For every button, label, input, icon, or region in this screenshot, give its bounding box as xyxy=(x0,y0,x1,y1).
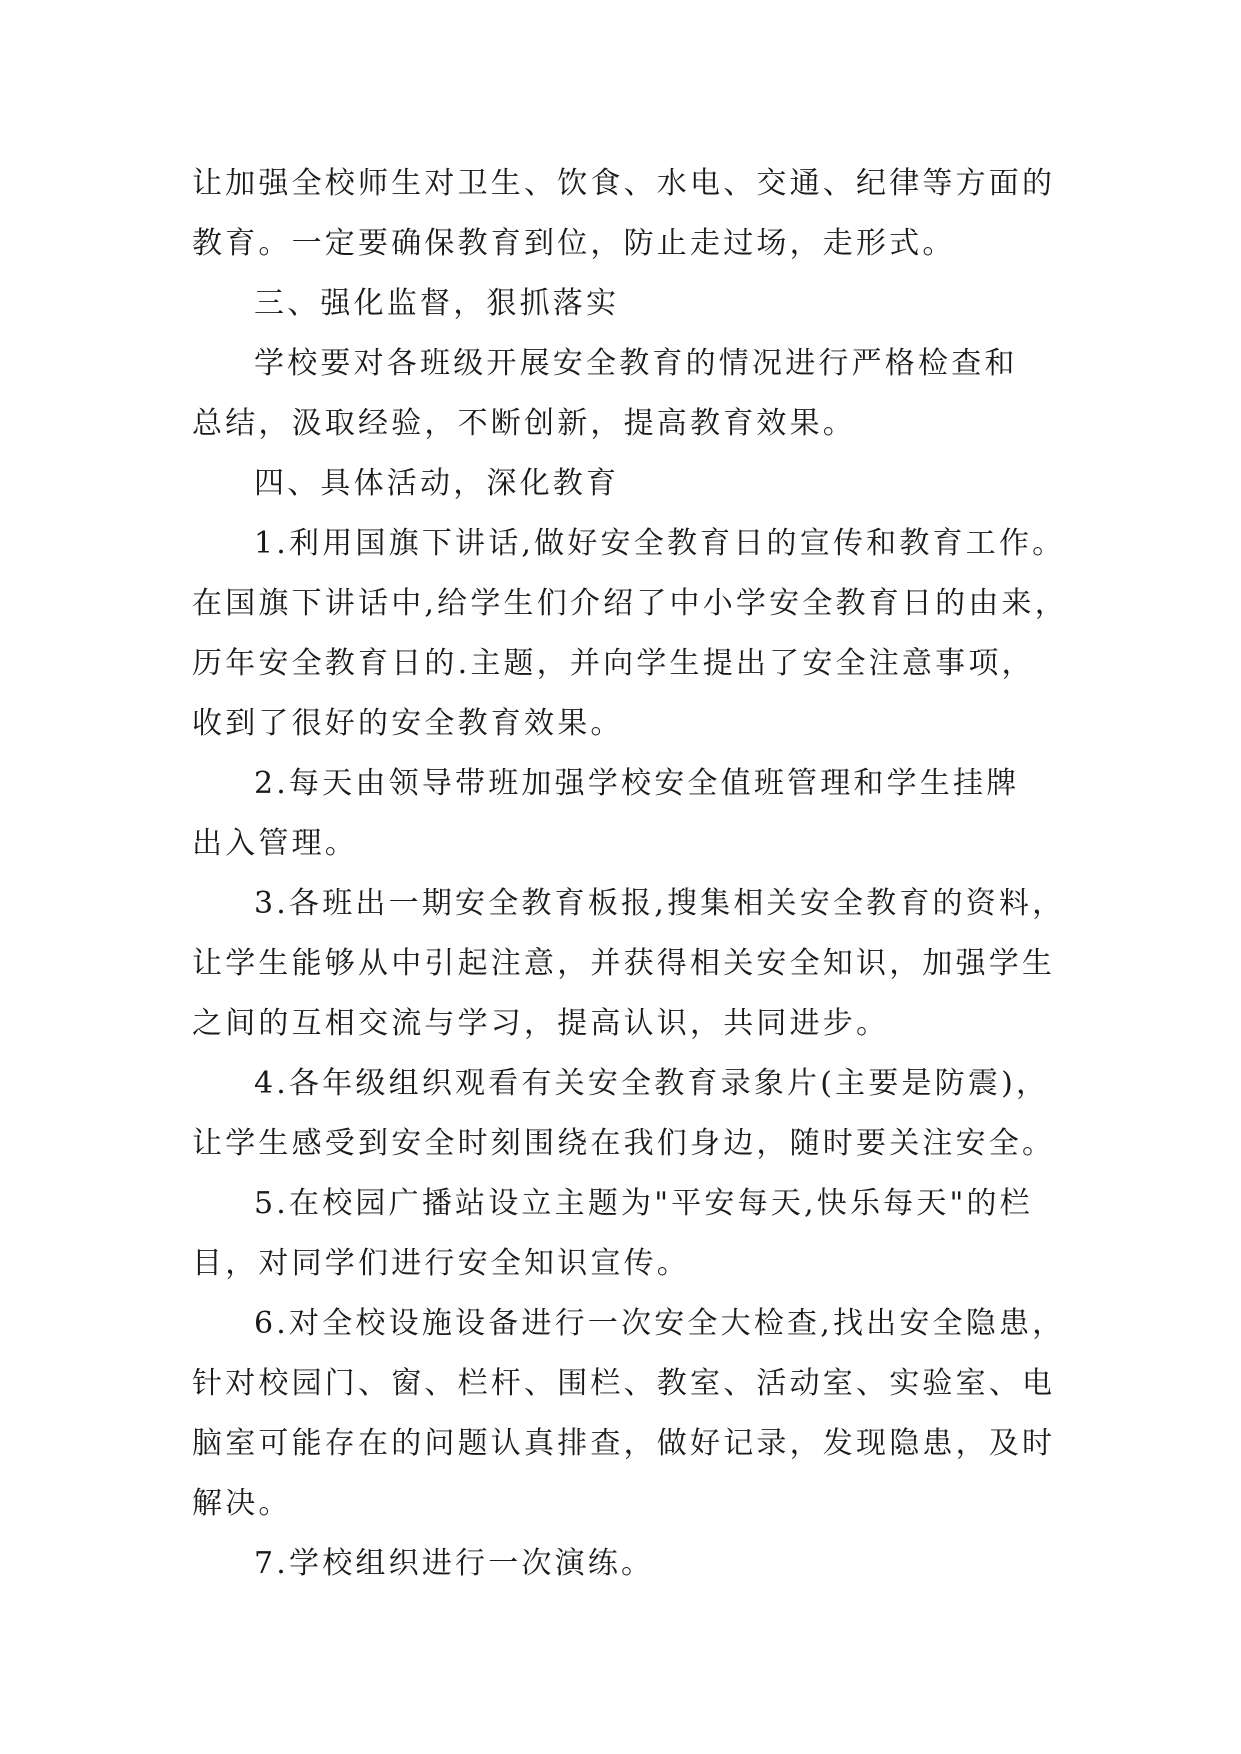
text-line: 收到了很好的安全教育效果。 xyxy=(192,706,624,741)
section-heading: 三、强化监督，狠抓落实 xyxy=(254,286,620,321)
text-line: 在国旗下讲话中,给学生们介绍了中小学安全教育日的由来， xyxy=(192,586,1068,621)
list-item-line: 5.在校园广播站设立主题为"平安每天,快乐每天"的栏 xyxy=(254,1186,1033,1221)
list-item-line: 7.学校组织进行一次演练。 xyxy=(254,1546,655,1581)
text-line: 出入管理。 xyxy=(192,826,358,861)
text-line: 针对校园门、窗、栏杆、围栏、教室、活动室、实验室、电 xyxy=(192,1366,1056,1401)
list-item-line: 6.对全校设施设备进行一次安全大检查,找出安全隐患， xyxy=(254,1306,1066,1341)
text-line: 让学生感受到安全时刻围绕在我们身边，随时要关注安全。 xyxy=(192,1126,1056,1161)
list-item-line: 4.各年级组织观看有关安全教育录象片(主要是防震)， xyxy=(254,1066,1050,1101)
text-line: 让学生能够从中引起注意，并获得相关安全知识，加强学生 xyxy=(192,946,1056,981)
text-line: 目，对同学们进行安全知识宣传。 xyxy=(192,1246,690,1281)
section-heading: 四、具体活动，深化教育 xyxy=(254,466,620,501)
text-line: 脑室可能存在的问题认真排查，做好记录，发现隐患，及时 xyxy=(192,1426,1056,1461)
text-line: 之间的互相交流与学习，提高认识，共同进步。 xyxy=(192,1006,890,1041)
text-line: 解决。 xyxy=(192,1486,292,1521)
text-line: 总结，汲取经验，不断创新，提高教育效果。 xyxy=(192,406,856,441)
text-line: 历年安全教育日的.主题，并向学生提出了安全注意事项， xyxy=(192,646,1035,681)
list-item-line: 1.利用国旗下讲话,做好安全教育日的宣传和教育工作。 xyxy=(254,526,1066,561)
list-item-line: 2.每天由领导带班加强学校安全值班管理和学生挂牌 xyxy=(254,766,1020,801)
list-item-line: 3.各班出一期安全教育板报,搜集相关安全教育的资料， xyxy=(254,886,1066,921)
text-line: 学校要对各班级开展安全教育的情况进行严格检查和 xyxy=(254,346,1018,381)
text-line: 让加强全校师生对卫生、饮食、水电、交通、纪律等方面的 xyxy=(192,166,1056,201)
text-line: 教育。一定要确保教育到位，防止走过场，走形式。 xyxy=(192,226,956,261)
